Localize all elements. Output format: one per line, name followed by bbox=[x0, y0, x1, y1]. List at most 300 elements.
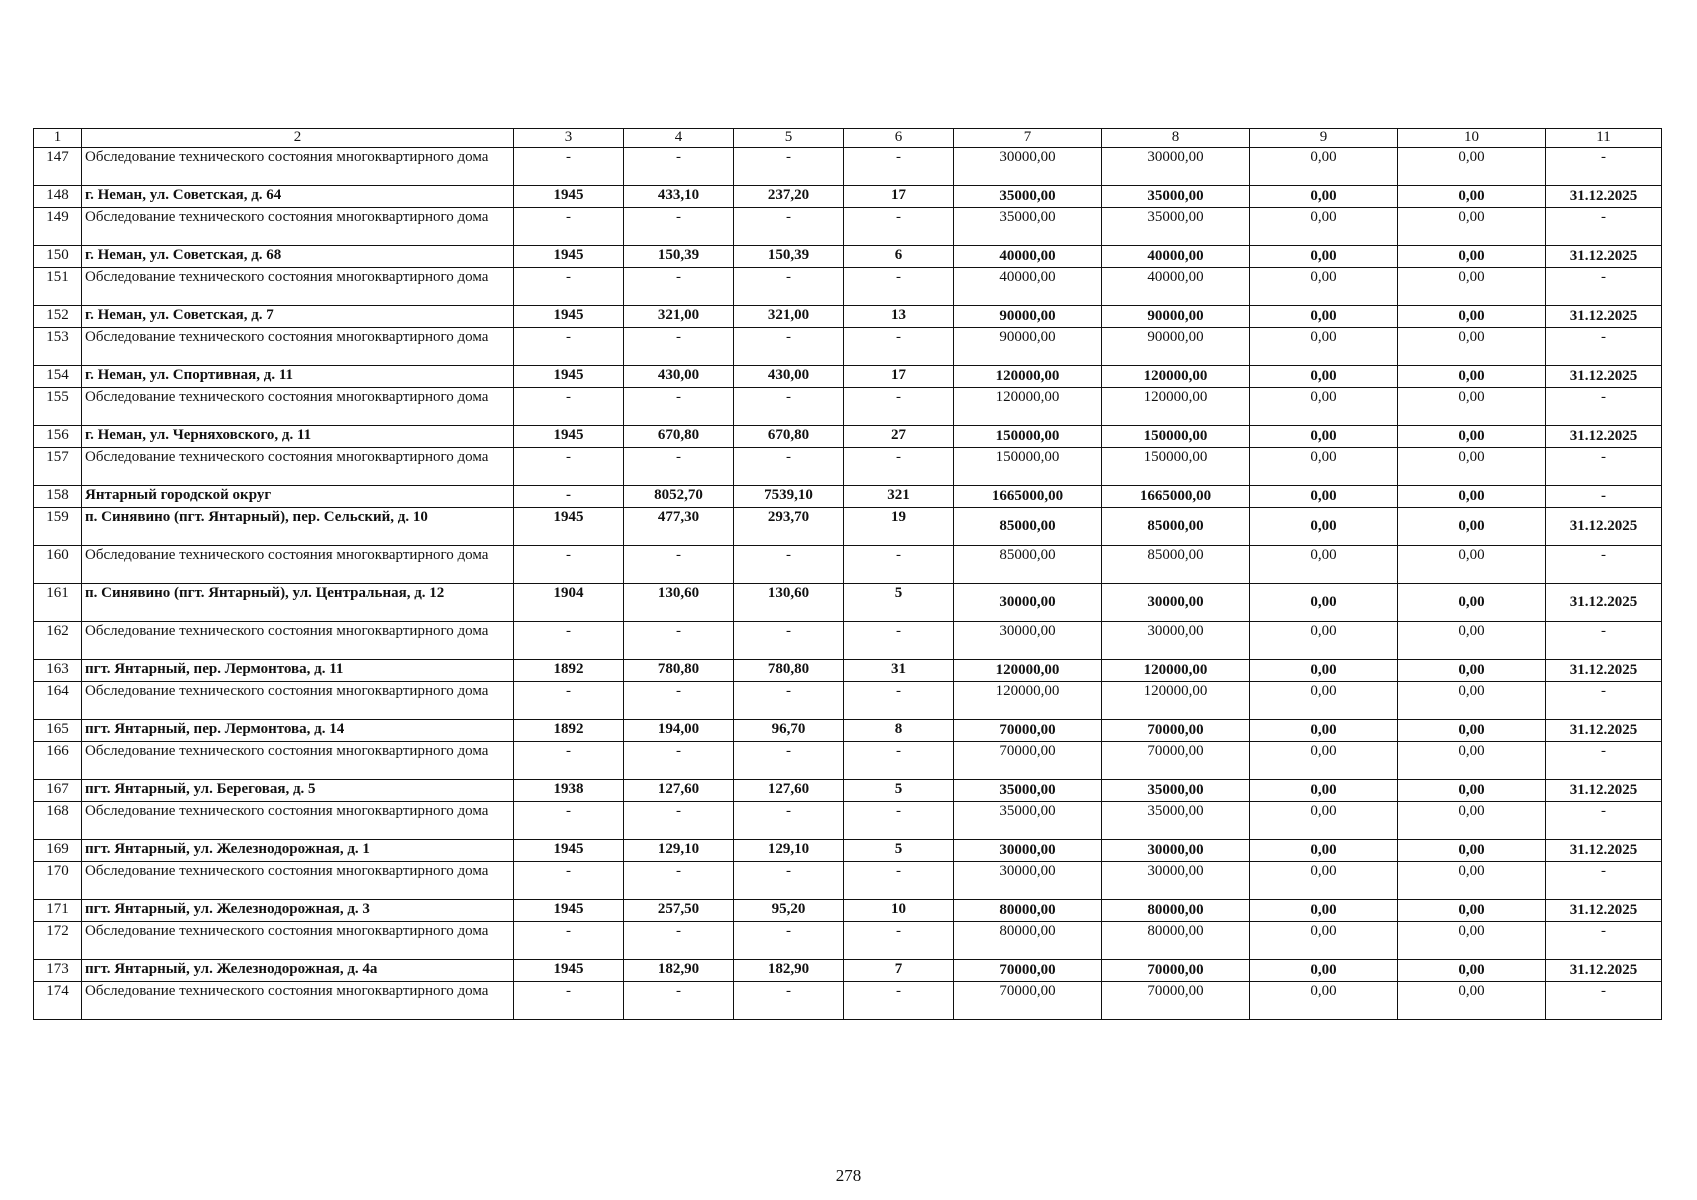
cell-residents: 8 bbox=[844, 720, 954, 742]
cell-year-built: 1945 bbox=[514, 366, 624, 388]
cell-cost-total: 35000,00 bbox=[954, 208, 1102, 246]
cell-row-number: 154 bbox=[34, 366, 82, 388]
cell-object-name: г. Неман, ул. Спортивная, д. 11 bbox=[82, 366, 514, 388]
column-header-3: 3 bbox=[514, 129, 624, 148]
cell-object-name: пгт. Янтарный, ул. Железнодорожная, д. 4а bbox=[82, 960, 514, 982]
cell-object-name: Обследование технического состояния многоквартирного дома bbox=[82, 622, 514, 660]
cell-object-name: Обследование технического состояния многоквартирного дома bbox=[82, 208, 514, 246]
cell-year-built: 1945 bbox=[514, 306, 624, 328]
cell-cost-fund: 30000,00 bbox=[1102, 584, 1250, 622]
cell-cost-owners: 0,00 bbox=[1398, 388, 1546, 426]
cell-cost-budget: 0,00 bbox=[1250, 388, 1398, 426]
cell-object-name: Обследование технического состояния многоквартирного дома bbox=[82, 546, 514, 584]
cell-deadline: - bbox=[1546, 742, 1662, 780]
cell-residents: - bbox=[844, 682, 954, 720]
table-row-address bbox=[34, 660, 1662, 682]
cell-residents: 13 bbox=[844, 306, 954, 328]
cell-row-number: 172 bbox=[34, 922, 82, 960]
cell-row-number: 162 bbox=[34, 622, 82, 660]
cell-residents: - bbox=[844, 148, 954, 186]
cell-cost-fund: 40000,00 bbox=[1102, 268, 1250, 306]
cell-cost-total: 70000,00 bbox=[954, 742, 1102, 780]
cell-cost-total: 80000,00 bbox=[954, 900, 1102, 922]
cell-cost-owners: 0,00 bbox=[1398, 366, 1546, 388]
table-row-work bbox=[34, 922, 1662, 960]
cell-living-area: 7539,10 bbox=[734, 486, 844, 508]
cell-deadline: - bbox=[1546, 486, 1662, 508]
cell-object-name: г. Неман, ул. Советская, д. 7 bbox=[82, 306, 514, 328]
cell-cost-budget: 0,00 bbox=[1250, 960, 1398, 982]
column-header-2: 2 bbox=[82, 129, 514, 148]
table-row-address bbox=[34, 186, 1662, 208]
cell-residents: 6 bbox=[844, 246, 954, 268]
cell-year-built: 1945 bbox=[514, 186, 624, 208]
cell-deadline: 31.12.2025 bbox=[1546, 584, 1662, 622]
cell-cost-owners: 0,00 bbox=[1398, 660, 1546, 682]
cell-cost-total: 35000,00 bbox=[954, 802, 1102, 840]
cell-cost-fund: 150000,00 bbox=[1102, 426, 1250, 448]
cell-object-name: Обследование технического состояния многоквартирного дома bbox=[82, 682, 514, 720]
cell-total-area: - bbox=[624, 622, 734, 660]
cell-living-area: - bbox=[734, 742, 844, 780]
cell-row-number: 174 bbox=[34, 982, 82, 1020]
cell-total-area: - bbox=[624, 802, 734, 840]
table-row-work bbox=[34, 268, 1662, 306]
cell-total-area: 130,60 bbox=[624, 584, 734, 622]
cell-cost-fund: 35000,00 bbox=[1102, 208, 1250, 246]
cell-residents: - bbox=[844, 802, 954, 840]
cell-total-area: 150,39 bbox=[624, 246, 734, 268]
cell-deadline: - bbox=[1546, 546, 1662, 584]
cell-cost-fund: 1665000,00 bbox=[1102, 486, 1250, 508]
cell-cost-total: 30000,00 bbox=[954, 840, 1102, 862]
data-table bbox=[33, 128, 1662, 1020]
cell-cost-owners: 0,00 bbox=[1398, 900, 1546, 922]
cell-object-name: Янтарный городской округ bbox=[82, 486, 514, 508]
cell-residents: - bbox=[844, 982, 954, 1020]
cell-cost-fund: 90000,00 bbox=[1102, 328, 1250, 366]
cell-cost-total: 80000,00 bbox=[954, 922, 1102, 960]
cell-deadline: 31.12.2025 bbox=[1546, 900, 1662, 922]
table-row-address bbox=[34, 900, 1662, 922]
cell-cost-fund: 85000,00 bbox=[1102, 546, 1250, 584]
cell-cost-owners: 0,00 bbox=[1398, 148, 1546, 186]
table-row-address bbox=[34, 584, 1662, 622]
cell-cost-total: 120000,00 bbox=[954, 682, 1102, 720]
cell-deadline: 31.12.2025 bbox=[1546, 366, 1662, 388]
cell-year-built: 1892 bbox=[514, 660, 624, 682]
cell-row-number: 166 bbox=[34, 742, 82, 780]
column-header-11: 11 bbox=[1546, 129, 1662, 148]
cell-row-number: 164 bbox=[34, 682, 82, 720]
table-row-address bbox=[34, 306, 1662, 328]
cell-deadline: 31.12.2025 bbox=[1546, 720, 1662, 742]
cell-deadline: - bbox=[1546, 862, 1662, 900]
table-row-district bbox=[34, 486, 1662, 508]
cell-residents: 31 bbox=[844, 660, 954, 682]
cell-cost-total: 120000,00 bbox=[954, 660, 1102, 682]
cell-deadline: 31.12.2025 bbox=[1546, 780, 1662, 802]
column-header-6: 6 bbox=[844, 129, 954, 148]
table-row-work bbox=[34, 862, 1662, 900]
cell-residents: 5 bbox=[844, 584, 954, 622]
cell-year-built: - bbox=[514, 388, 624, 426]
cell-living-area: - bbox=[734, 922, 844, 960]
cell-living-area: - bbox=[734, 388, 844, 426]
cell-deadline: 31.12.2025 bbox=[1546, 426, 1662, 448]
cell-residents: 5 bbox=[844, 780, 954, 802]
table-row-work bbox=[34, 328, 1662, 366]
page-number: 278 bbox=[835, 1166, 862, 1185]
cell-object-name: пгт. Янтарный, ул. Железнодорожная, д. 1 bbox=[82, 840, 514, 862]
cell-row-number: 156 bbox=[34, 426, 82, 448]
cell-total-area: - bbox=[624, 982, 734, 1020]
cell-year-built: - bbox=[514, 742, 624, 780]
cell-total-area: - bbox=[624, 546, 734, 584]
cell-cost-total: 85000,00 bbox=[954, 508, 1102, 546]
cell-deadline: 31.12.2025 bbox=[1546, 960, 1662, 982]
cell-year-built: 1892 bbox=[514, 720, 624, 742]
cell-cost-owners: 0,00 bbox=[1398, 682, 1546, 720]
table-row-address bbox=[34, 960, 1662, 982]
cell-deadline: 31.12.2025 bbox=[1546, 840, 1662, 862]
cell-object-name: пгт. Янтарный, ул. Береговая, д. 5 bbox=[82, 780, 514, 802]
cell-total-area: 433,10 bbox=[624, 186, 734, 208]
table-row-work bbox=[34, 982, 1662, 1020]
cell-cost-owners: 0,00 bbox=[1398, 268, 1546, 306]
cell-cost-owners: 0,00 bbox=[1398, 546, 1546, 584]
table-row-address bbox=[34, 426, 1662, 448]
cell-object-name: Обследование технического состояния многоквартирного дома bbox=[82, 268, 514, 306]
cell-row-number: 171 bbox=[34, 900, 82, 922]
cell-cost-fund: 80000,00 bbox=[1102, 900, 1250, 922]
cell-deadline: - bbox=[1546, 802, 1662, 840]
cell-row-number: 147 bbox=[34, 148, 82, 186]
cell-total-area: 8052,70 bbox=[624, 486, 734, 508]
cell-cost-fund: 35000,00 bbox=[1102, 186, 1250, 208]
cell-year-built: 1945 bbox=[514, 508, 624, 546]
cell-cost-fund: 30000,00 bbox=[1102, 622, 1250, 660]
cell-total-area: 430,00 bbox=[624, 366, 734, 388]
cell-residents: - bbox=[844, 208, 954, 246]
cell-total-area: 780,80 bbox=[624, 660, 734, 682]
cell-cost-budget: 0,00 bbox=[1250, 660, 1398, 682]
cell-cost-total: 30000,00 bbox=[954, 622, 1102, 660]
cell-cost-fund: 35000,00 bbox=[1102, 780, 1250, 802]
cell-deadline: - bbox=[1546, 388, 1662, 426]
cell-object-name: Обследование технического состояния многоквартирного дома bbox=[82, 328, 514, 366]
cell-living-area: 96,70 bbox=[734, 720, 844, 742]
cell-cost-budget: 0,00 bbox=[1250, 742, 1398, 780]
cell-year-built: 1945 bbox=[514, 426, 624, 448]
cell-residents: - bbox=[844, 922, 954, 960]
table-row-work bbox=[34, 546, 1662, 584]
cell-cost-total: 150000,00 bbox=[954, 448, 1102, 486]
cell-cost-fund: 85000,00 bbox=[1102, 508, 1250, 546]
cell-residents: 19 bbox=[844, 508, 954, 546]
cell-object-name: пгт. Янтарный, ул. Железнодорожная, д. 3 bbox=[82, 900, 514, 922]
cell-cost-owners: 0,00 bbox=[1398, 922, 1546, 960]
cell-year-built: 1945 bbox=[514, 900, 624, 922]
cell-cost-budget: 0,00 bbox=[1250, 486, 1398, 508]
cell-total-area: 194,00 bbox=[624, 720, 734, 742]
cell-cost-total: 40000,00 bbox=[954, 268, 1102, 306]
cell-living-area: - bbox=[734, 682, 844, 720]
table-row-address bbox=[34, 720, 1662, 742]
cell-cost-fund: 40000,00 bbox=[1102, 246, 1250, 268]
cell-cost-total: 70000,00 bbox=[954, 982, 1102, 1020]
cell-residents: 17 bbox=[844, 186, 954, 208]
cell-cost-owners: 0,00 bbox=[1398, 982, 1546, 1020]
cell-cost-budget: 0,00 bbox=[1250, 186, 1398, 208]
cell-living-area: 95,20 bbox=[734, 900, 844, 922]
cell-object-name: пгт. Янтарный, пер. Лермонтова, д. 14 bbox=[82, 720, 514, 742]
table-row-work bbox=[34, 682, 1662, 720]
table-row-work bbox=[34, 622, 1662, 660]
cell-total-area: 477,30 bbox=[624, 508, 734, 546]
column-header-1: 1 bbox=[34, 129, 82, 148]
cell-cost-total: 90000,00 bbox=[954, 306, 1102, 328]
cell-cost-total: 35000,00 bbox=[954, 186, 1102, 208]
cell-cost-total: 70000,00 bbox=[954, 960, 1102, 982]
cell-living-area: 430,00 bbox=[734, 366, 844, 388]
cell-year-built: - bbox=[514, 328, 624, 366]
cell-cost-owners: 0,00 bbox=[1398, 720, 1546, 742]
cell-living-area: - bbox=[734, 208, 844, 246]
cell-residents: - bbox=[844, 448, 954, 486]
cell-cost-budget: 0,00 bbox=[1250, 622, 1398, 660]
table-row-address bbox=[34, 366, 1662, 388]
cell-residents: 7 bbox=[844, 960, 954, 982]
cell-cost-budget: 0,00 bbox=[1250, 862, 1398, 900]
cell-living-area: - bbox=[734, 802, 844, 840]
header-row bbox=[34, 129, 1662, 148]
cell-cost-total: 90000,00 bbox=[954, 328, 1102, 366]
cell-cost-budget: 0,00 bbox=[1250, 208, 1398, 246]
cell-year-built: - bbox=[514, 622, 624, 660]
cell-total-area: 670,80 bbox=[624, 426, 734, 448]
cell-year-built: 1938 bbox=[514, 780, 624, 802]
cell-deadline: - bbox=[1546, 922, 1662, 960]
cell-year-built: - bbox=[514, 802, 624, 840]
cell-total-area: - bbox=[624, 268, 734, 306]
cell-cost-fund: 120000,00 bbox=[1102, 660, 1250, 682]
cell-cost-fund: 150000,00 bbox=[1102, 448, 1250, 486]
cell-year-built: 1945 bbox=[514, 960, 624, 982]
table-row-address bbox=[34, 246, 1662, 268]
cell-living-area: 127,60 bbox=[734, 780, 844, 802]
cell-year-built: - bbox=[514, 208, 624, 246]
cell-living-area: - bbox=[734, 546, 844, 584]
cell-residents: - bbox=[844, 268, 954, 306]
cell-cost-budget: 0,00 bbox=[1250, 720, 1398, 742]
cell-object-name: Обследование технического состояния многоквартирного дома bbox=[82, 148, 514, 186]
cell-cost-total: 30000,00 bbox=[954, 148, 1102, 186]
cell-cost-total: 35000,00 bbox=[954, 780, 1102, 802]
cell-cost-owners: 0,00 bbox=[1398, 862, 1546, 900]
cell-cost-owners: 0,00 bbox=[1398, 802, 1546, 840]
cell-deadline: 31.12.2025 bbox=[1546, 306, 1662, 328]
cell-living-area: 237,20 bbox=[734, 186, 844, 208]
cell-living-area: - bbox=[734, 448, 844, 486]
cell-year-built: - bbox=[514, 546, 624, 584]
cell-total-area: - bbox=[624, 922, 734, 960]
cell-row-number: 173 bbox=[34, 960, 82, 982]
cell-cost-owners: 0,00 bbox=[1398, 306, 1546, 328]
cell-residents: 5 bbox=[844, 840, 954, 862]
cell-living-area: 670,80 bbox=[734, 426, 844, 448]
table-row-work bbox=[34, 388, 1662, 426]
cell-living-area: 182,90 bbox=[734, 960, 844, 982]
cell-cost-fund: 70000,00 bbox=[1102, 960, 1250, 982]
cell-row-number: 159 bbox=[34, 508, 82, 546]
cell-living-area: 321,00 bbox=[734, 306, 844, 328]
cell-total-area: - bbox=[624, 742, 734, 780]
table-row-work bbox=[34, 802, 1662, 840]
cell-cost-fund: 35000,00 bbox=[1102, 802, 1250, 840]
cell-row-number: 157 bbox=[34, 448, 82, 486]
cell-cost-owners: 0,00 bbox=[1398, 742, 1546, 780]
cell-living-area: - bbox=[734, 148, 844, 186]
cell-residents: - bbox=[844, 622, 954, 660]
cell-total-area: 129,10 bbox=[624, 840, 734, 862]
cell-cost-owners: 0,00 bbox=[1398, 208, 1546, 246]
cell-year-built: - bbox=[514, 268, 624, 306]
cell-cost-total: 30000,00 bbox=[954, 584, 1102, 622]
cell-cost-budget: 0,00 bbox=[1250, 328, 1398, 366]
cell-total-area: - bbox=[624, 388, 734, 426]
cell-row-number: 158 bbox=[34, 486, 82, 508]
table-row-address bbox=[34, 508, 1662, 546]
cell-living-area: - bbox=[734, 982, 844, 1020]
cell-row-number: 152 bbox=[34, 306, 82, 328]
cell-cost-total: 40000,00 bbox=[954, 246, 1102, 268]
cell-residents: 17 bbox=[844, 366, 954, 388]
cell-cost-total: 1665000,00 bbox=[954, 486, 1102, 508]
cell-cost-fund: 70000,00 bbox=[1102, 720, 1250, 742]
cell-row-number: 165 bbox=[34, 720, 82, 742]
cell-deadline: 31.12.2025 bbox=[1546, 186, 1662, 208]
cell-object-name: Обследование технического состояния многоквартирного дома bbox=[82, 862, 514, 900]
cell-cost-total: 150000,00 bbox=[954, 426, 1102, 448]
column-header-7: 7 bbox=[954, 129, 1102, 148]
cell-row-number: 167 bbox=[34, 780, 82, 802]
cell-row-number: 168 bbox=[34, 802, 82, 840]
cell-cost-owners: 0,00 bbox=[1398, 622, 1546, 660]
cell-cost-budget: 0,00 bbox=[1250, 682, 1398, 720]
cell-cost-budget: 0,00 bbox=[1250, 982, 1398, 1020]
cell-cost-budget: 0,00 bbox=[1250, 780, 1398, 802]
cell-residents: 10 bbox=[844, 900, 954, 922]
cell-total-area: 182,90 bbox=[624, 960, 734, 982]
cell-year-built: 1945 bbox=[514, 840, 624, 862]
cell-total-area: - bbox=[624, 328, 734, 366]
column-header-5: 5 bbox=[734, 129, 844, 148]
cell-cost-budget: 0,00 bbox=[1250, 802, 1398, 840]
cell-deadline: 31.12.2025 bbox=[1546, 508, 1662, 546]
cell-cost-fund: 70000,00 bbox=[1102, 982, 1250, 1020]
cell-cost-owners: 0,00 bbox=[1398, 186, 1546, 208]
cell-residents: 27 bbox=[844, 426, 954, 448]
cell-cost-budget: 0,00 bbox=[1250, 426, 1398, 448]
cell-total-area: - bbox=[624, 682, 734, 720]
cell-cost-budget: 0,00 bbox=[1250, 584, 1398, 622]
table-body bbox=[34, 129, 1662, 1020]
cell-year-built: - bbox=[514, 486, 624, 508]
cell-object-name: Обследование технического состояния многоквартирного дома bbox=[82, 982, 514, 1020]
cell-living-area: 780,80 bbox=[734, 660, 844, 682]
cell-object-name: п. Синявино (пгт. Янтарный), ул. Центральная, д. 12 bbox=[82, 584, 514, 622]
cell-cost-total: 85000,00 bbox=[954, 546, 1102, 584]
cell-cost-owners: 0,00 bbox=[1398, 426, 1546, 448]
cell-row-number: 148 bbox=[34, 186, 82, 208]
cell-year-built: - bbox=[514, 682, 624, 720]
cell-object-name: г. Неман, ул. Черняховского, д. 11 bbox=[82, 426, 514, 448]
cell-deadline: - bbox=[1546, 982, 1662, 1020]
cell-cost-fund: 70000,00 bbox=[1102, 742, 1250, 780]
cell-cost-budget: 0,00 bbox=[1250, 268, 1398, 306]
cell-deadline: - bbox=[1546, 268, 1662, 306]
cell-year-built: - bbox=[514, 922, 624, 960]
cell-deadline: - bbox=[1546, 328, 1662, 366]
cell-residents: - bbox=[844, 328, 954, 366]
cell-object-name: Обследование технического состояния многоквартирного дома bbox=[82, 388, 514, 426]
cell-deadline: 31.12.2025 bbox=[1546, 660, 1662, 682]
cell-cost-fund: 30000,00 bbox=[1102, 840, 1250, 862]
cell-row-number: 160 bbox=[34, 546, 82, 584]
cell-object-name: г. Неман, ул. Советская, д. 68 bbox=[82, 246, 514, 268]
table-row-work bbox=[34, 208, 1662, 246]
cell-living-area: 130,60 bbox=[734, 584, 844, 622]
cell-cost-budget: 0,00 bbox=[1250, 922, 1398, 960]
cell-total-area: - bbox=[624, 448, 734, 486]
cell-cost-owners: 0,00 bbox=[1398, 246, 1546, 268]
cell-total-area: 321,00 bbox=[624, 306, 734, 328]
cell-living-area: 150,39 bbox=[734, 246, 844, 268]
cell-cost-budget: 0,00 bbox=[1250, 508, 1398, 546]
cell-deadline: - bbox=[1546, 682, 1662, 720]
cell-year-built: - bbox=[514, 448, 624, 486]
column-header-4: 4 bbox=[624, 129, 734, 148]
cell-object-name: Обследование технического состояния многоквартирного дома bbox=[82, 448, 514, 486]
cell-cost-budget: 0,00 bbox=[1250, 246, 1398, 268]
cell-cost-fund: 90000,00 bbox=[1102, 306, 1250, 328]
cell-total-area: 127,60 bbox=[624, 780, 734, 802]
table-row-work bbox=[34, 742, 1662, 780]
cell-cost-owners: 0,00 bbox=[1398, 840, 1546, 862]
cell-residents: - bbox=[844, 388, 954, 426]
cell-year-built: 1945 bbox=[514, 246, 624, 268]
cell-row-number: 150 bbox=[34, 246, 82, 268]
cell-total-area: - bbox=[624, 862, 734, 900]
cell-total-area: 257,50 bbox=[624, 900, 734, 922]
cell-cost-budget: 0,00 bbox=[1250, 448, 1398, 486]
cell-cost-owners: 0,00 bbox=[1398, 584, 1546, 622]
cell-cost-fund: 120000,00 bbox=[1102, 682, 1250, 720]
table-row-work bbox=[34, 448, 1662, 486]
cell-cost-owners: 0,00 bbox=[1398, 960, 1546, 982]
cell-cost-fund: 120000,00 bbox=[1102, 366, 1250, 388]
cell-row-number: 170 bbox=[34, 862, 82, 900]
cell-row-number: 161 bbox=[34, 584, 82, 622]
cell-row-number: 151 bbox=[34, 268, 82, 306]
cell-deadline: 31.12.2025 bbox=[1546, 246, 1662, 268]
cell-cost-total: 30000,00 bbox=[954, 862, 1102, 900]
cell-cost-budget: 0,00 bbox=[1250, 306, 1398, 328]
table-row-address bbox=[34, 840, 1662, 862]
cell-cost-owners: 0,00 bbox=[1398, 508, 1546, 546]
cell-deadline: - bbox=[1546, 148, 1662, 186]
